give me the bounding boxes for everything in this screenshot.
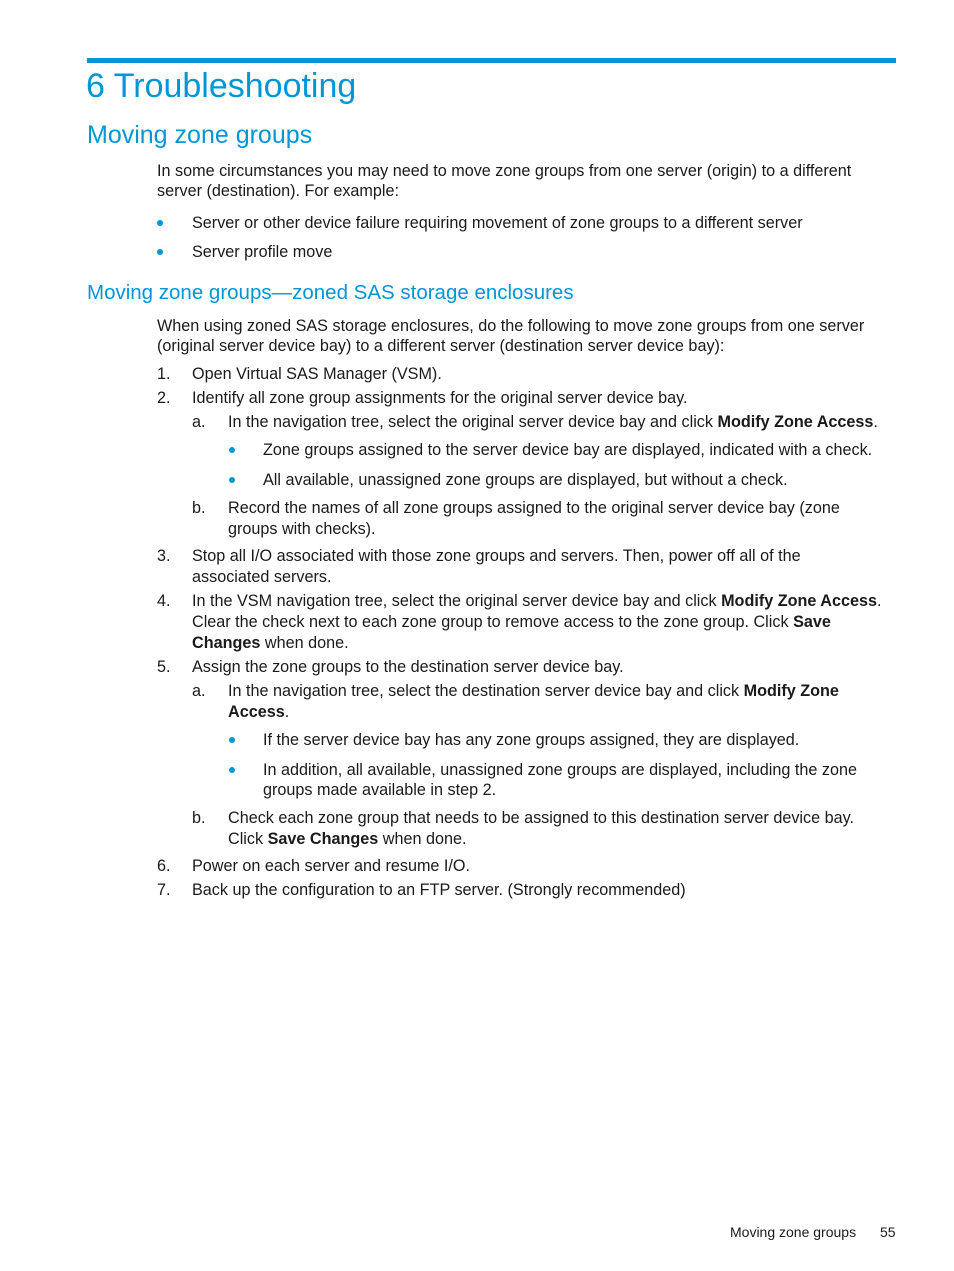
bullet-icon bbox=[229, 447, 235, 453]
step-number: 1. bbox=[157, 365, 171, 383]
substep-label: a. bbox=[192, 682, 206, 700]
step-number: 2. bbox=[157, 389, 171, 407]
step-number: 3. bbox=[157, 547, 171, 565]
save-changes-label: Save bbox=[793, 613, 831, 631]
step-2a-text: In the navigation tree, select the original server device bay and click Modify Zone Access. bbox=[228, 413, 878, 431]
chapter-title: 6 Troubleshooting bbox=[86, 67, 357, 105]
step-3-line2: associated servers. bbox=[192, 568, 332, 586]
modify-zone-access-label: Modify Zone Access bbox=[717, 413, 874, 431]
step-5b-line1: Check each zone group that needs to be assigned to this destination server device bay. bbox=[228, 809, 855, 827]
step-7-text: Back up the configuration to an FTP server. (Strongly recommended) bbox=[192, 881, 686, 899]
step-5a-bullet-1: If the server device bay has any zone groups assigned, they are displayed. bbox=[263, 731, 800, 749]
step-4-line2: Clear the check next to each zone group to remove access to the zone group. Click Save bbox=[192, 613, 831, 631]
bullet-icon bbox=[229, 767, 235, 773]
bullet-icon bbox=[157, 220, 163, 226]
bullet-icon bbox=[157, 249, 163, 255]
modify-zone-access-label: Modify Zone bbox=[743, 682, 839, 700]
section2-intro-line2: (original server device bay) to a different server (destination server device bay): bbox=[157, 337, 725, 355]
section1-bullet-2: Server profile move bbox=[192, 243, 333, 261]
section1-intro-line1: In some circumstances you may need to move zone groups from one server (origin) to a different bbox=[157, 162, 852, 180]
modify-zone-access-label: Access bbox=[228, 703, 285, 721]
step-number: 7. bbox=[157, 881, 171, 899]
step-3-line1: Stop all I/O associated with those zone groups and servers. Then, power off all of the bbox=[192, 547, 801, 565]
step-4-line3: Changes when done. bbox=[192, 634, 349, 652]
footer-section-title: Moving zone groups bbox=[730, 1224, 857, 1240]
section2-intro-line1: When using zoned SAS storage enclosures, do the following to move zone groups from one server bbox=[157, 317, 865, 335]
modify-zone-access-label: Modify Zone Access bbox=[721, 592, 877, 610]
step-5-text: Assign the zone groups to the destination server device bay. bbox=[192, 658, 624, 676]
step-1-text: Open Virtual SAS Manager (VSM). bbox=[192, 365, 442, 383]
section1-bullet-1: Server or other device failure requiring movement of zone groups to a different server bbox=[192, 214, 803, 232]
step-5a-line2: Access. bbox=[228, 703, 290, 721]
step-2a-bullet-2: All available, unassigned zone groups are displayed, but without a check. bbox=[263, 471, 788, 489]
step-5a-line1: In the navigation tree, select the destination server device bay and click Modify Zone bbox=[228, 682, 839, 700]
step-2b-line2: groups with checks). bbox=[228, 520, 376, 538]
bullet-icon bbox=[229, 477, 235, 483]
step-5a-bullet-2-line2: groups made available in step 2. bbox=[263, 781, 497, 799]
chapter-rule bbox=[87, 58, 896, 63]
save-changes-label: Changes bbox=[192, 634, 261, 652]
step-number: 4. bbox=[157, 592, 171, 610]
section-title-moving-zone-groups: Moving zone groups bbox=[87, 121, 313, 149]
step-2b-line1: Record the names of all zone groups assigned to the original server device bay (zone bbox=[228, 499, 840, 517]
step-5a-bullet-2-line1: In addition, all available, unassigned zone groups are displayed, including the zone bbox=[263, 761, 857, 779]
step-number: 6. bbox=[157, 857, 171, 875]
substep-label: a. bbox=[192, 413, 206, 431]
save-changes-label: Save Changes bbox=[267, 830, 379, 848]
step-4-line1: In the VSM navigation tree, select the original server device bay and click Modify Zone Access. bbox=[192, 592, 882, 610]
step-2-text: Identify all zone group assignments for the original server device bay. bbox=[192, 389, 688, 407]
step-2a-bullet-1: Zone groups assigned to the server device bay are displayed, indicated with a check. bbox=[263, 441, 873, 459]
step-6-text: Power on each server and resume I/O. bbox=[192, 857, 471, 875]
step-number: 5. bbox=[157, 658, 171, 676]
step-5b-line2: Click Save Changes when done. bbox=[228, 830, 467, 848]
page-number: 55 bbox=[880, 1224, 896, 1240]
substep-label: b. bbox=[192, 499, 206, 517]
bullet-icon bbox=[229, 737, 235, 743]
substep-label: b. bbox=[192, 809, 206, 827]
section1-intro-line2: server (destination). For example: bbox=[157, 182, 400, 200]
subsection-title-zoned-sas: Moving zone groups—zoned SAS storage enclosures bbox=[87, 281, 574, 304]
